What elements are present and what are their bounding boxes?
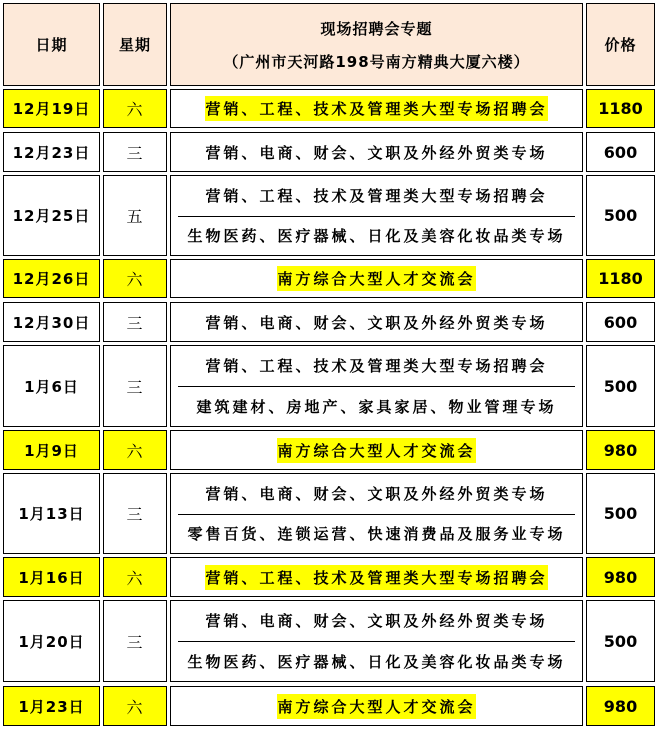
- row-price: 600: [586, 132, 655, 172]
- row-topic-item: [171, 557, 582, 597]
- row-topic-item: 营销、电商、财会、文职及外经外贸类专场: [205, 484, 548, 503]
- row-topic-item: 零售百货、连锁运营、快速消费品及服务业专场: [187, 525, 566, 544]
- row-weekday: 三: [103, 345, 167, 427]
- header-price: 价格: [586, 3, 655, 86]
- row-topic-item: [171, 259, 582, 298]
- row-date: 1月16日: [3, 557, 100, 597]
- row-weekday: 六: [103, 430, 167, 470]
- header-weekday: 星期: [103, 3, 167, 86]
- row-price: 1180: [586, 89, 655, 128]
- topic-highlight: 营销、工程、技术及管理类大型专场招聘会: [205, 96, 547, 121]
- row-weekday: 三: [103, 132, 167, 172]
- row-weekday: 六: [103, 686, 167, 726]
- row-date: 1月13日: [3, 473, 100, 554]
- row-price: 500: [586, 345, 655, 427]
- row-weekday: 五: [103, 175, 167, 256]
- row-topic-item: [171, 686, 582, 726]
- row-date: 1月9日: [3, 430, 100, 470]
- row-topic-item: 营销、电商、财会、文职及外经外贸类专场: [205, 313, 548, 332]
- row-date: 12月26日: [3, 259, 100, 298]
- row-weekday: 三: [103, 600, 167, 682]
- row-date: 12月23日: [3, 132, 100, 172]
- row-weekday: 六: [103, 259, 167, 298]
- row-price: 980: [586, 686, 655, 726]
- topic-highlight: 南方综合大型人才交流会: [277, 438, 475, 463]
- topic-highlight: 南方综合大型人才交流会: [277, 266, 475, 291]
- row-topic-item: [171, 89, 582, 128]
- row-price: 600: [586, 302, 655, 342]
- row-price: 500: [586, 175, 655, 256]
- row-date: 12月25日: [3, 175, 100, 256]
- row-topic-item: 生物医药、医疗器械、日化及美容化妆品类专场: [187, 653, 566, 671]
- topic-highlight: 南方综合大型人才交流会: [277, 694, 475, 719]
- row-date: 1月23日: [3, 686, 100, 726]
- row-topic-item: [171, 430, 582, 470]
- row-weekday: 六: [103, 89, 167, 128]
- row-topic-item: 营销、电商、财会、文职及外经外贸类专场: [205, 143, 548, 162]
- topic-highlight: 营销、工程、技术及管理类大型专场招聘会: [205, 565, 547, 590]
- row-weekday: 三: [103, 302, 167, 342]
- header-topic: [170, 3, 583, 86]
- row-topic-item: 营销、工程、技术及管理类大型专场招聘会: [205, 357, 548, 375]
- row-topic-item: 营销、电商、财会、文职及外经外贸类专场: [205, 612, 548, 630]
- header-topic-venue: （广州市天河路198号南方精典大厦六楼）: [223, 52, 530, 71]
- row-date: 12月30日: [3, 302, 100, 342]
- row-topic-item: 生物医药、医疗器械、日化及美容化妆品类专场: [187, 227, 566, 246]
- row-price: 980: [586, 430, 655, 470]
- row-date: 1月6日: [3, 345, 100, 427]
- row-date: 12月19日: [3, 89, 100, 128]
- row-weekday: 三: [103, 473, 167, 554]
- row-price: 980: [586, 557, 655, 597]
- row-date: 1月20日: [3, 600, 100, 682]
- row-topic-item: 营销、工程、技术及管理类大型专场招聘会: [205, 186, 548, 205]
- header-date: 日期: [3, 3, 100, 86]
- header-topic-title: 现场招聘会专题: [320, 19, 433, 38]
- row-price: 500: [586, 600, 655, 682]
- row-weekday: 六: [103, 557, 167, 597]
- row-price: 500: [586, 473, 655, 554]
- row-topic-item: 建筑建材、房地产、家具家居、物业管理专场: [196, 398, 557, 416]
- row-price: 1180: [586, 259, 655, 298]
